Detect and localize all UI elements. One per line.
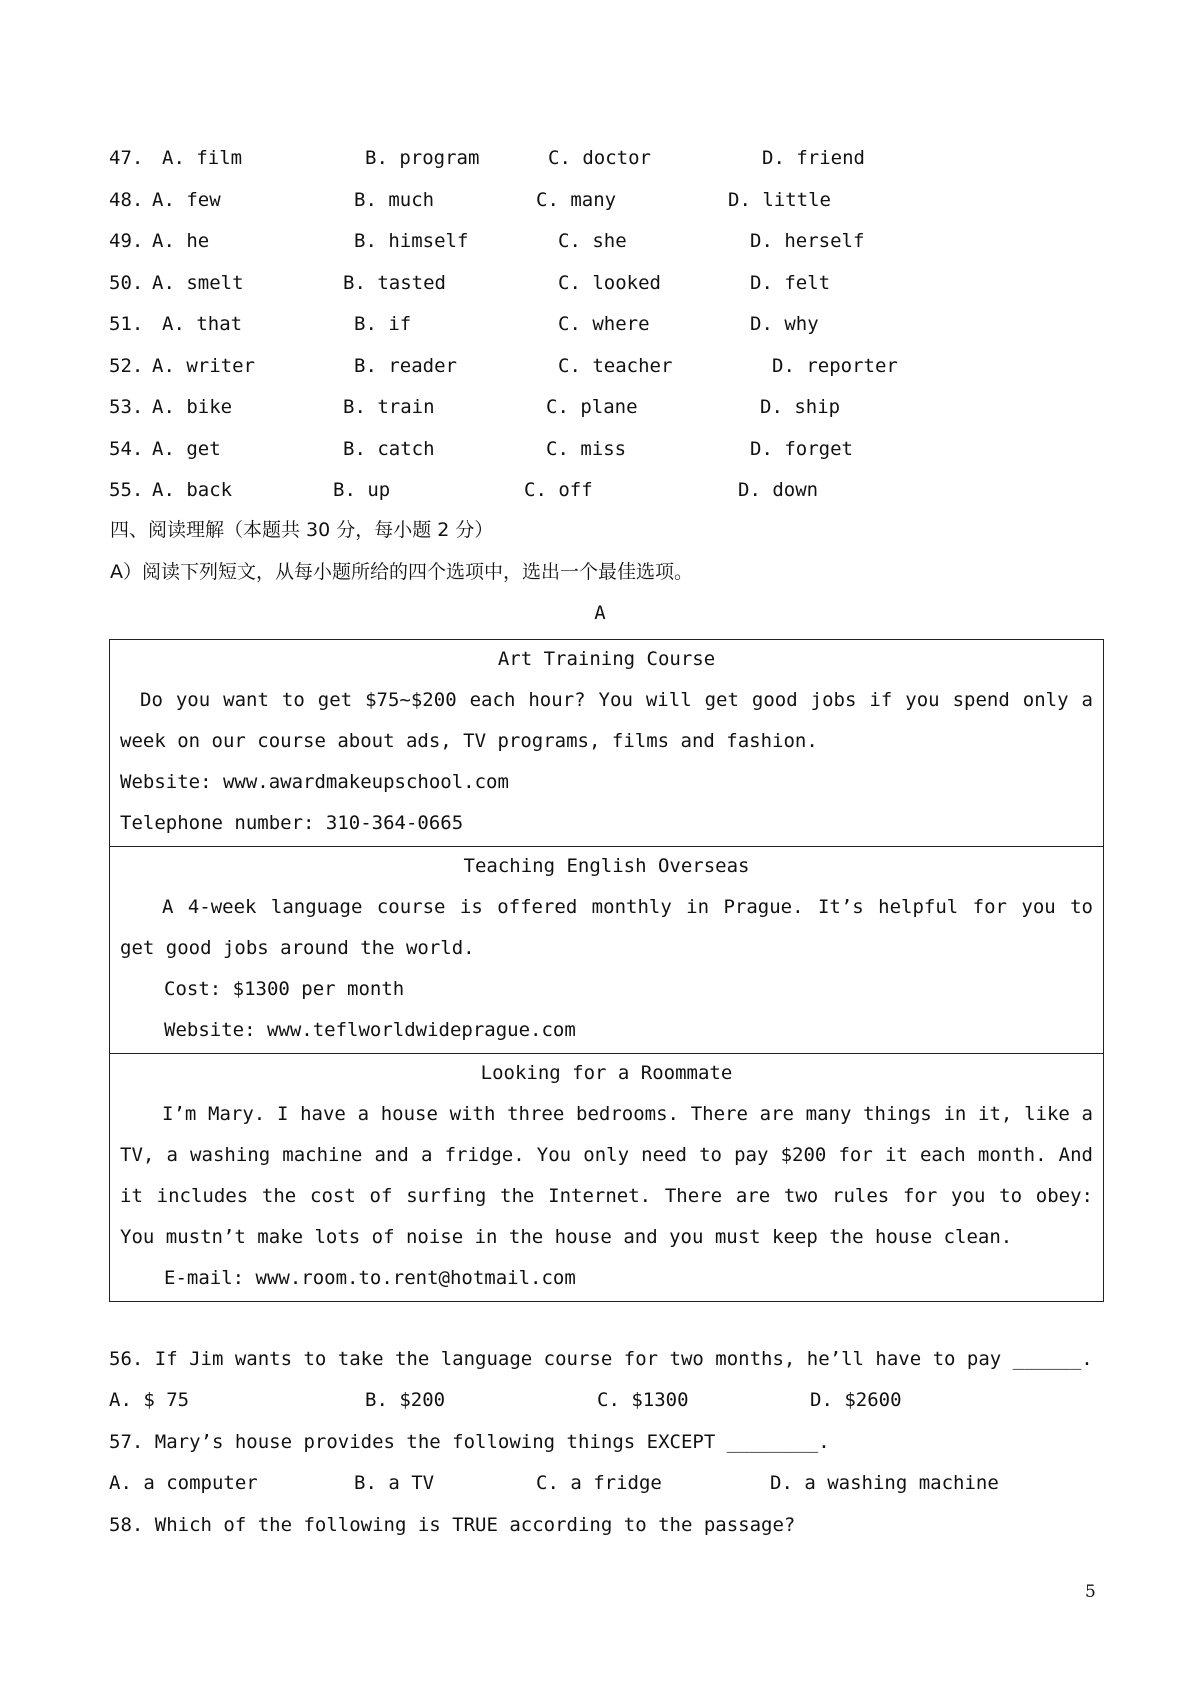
option-c: C. $1300	[597, 1389, 689, 1411]
option-c: C. off	[524, 479, 593, 501]
choice-row-54	[0, 434, 1200, 464]
option-b: B. tasted	[343, 272, 446, 294]
section-heading: 四、阅读理解（本题共 30 分，每小题 2 分）	[110, 519, 494, 541]
options-57	[0, 1468, 1200, 1498]
option-d: D. forget	[750, 438, 853, 460]
question-number: 48.	[109, 189, 144, 211]
option-d: D. a washing machine	[770, 1472, 999, 1494]
option-b: B. $200	[365, 1389, 446, 1411]
option-a: A. he	[152, 230, 210, 252]
ad-title: Teaching English Overseas	[463, 855, 750, 877]
choice-row-53	[0, 392, 1200, 422]
option-d: D. $2600	[810, 1389, 902, 1411]
option-b: B. catch	[343, 438, 435, 460]
option-d: D. felt	[750, 272, 831, 294]
choice-row-50	[0, 268, 1200, 298]
question-stem: 56. If Jim wants to take the language course for two months, he’ll have to pay ______.	[109, 1348, 1093, 1370]
ad-email: E-mail: www.room.to.rent@hotmail.com	[164, 1267, 576, 1289]
option-a: A. smelt	[152, 272, 244, 294]
choice-row-51	[0, 309, 1200, 339]
option-a: A. that	[162, 313, 243, 335]
page-number: 5	[1085, 1582, 1096, 1602]
choice-row-52	[0, 351, 1200, 381]
choice-row-55	[0, 475, 1200, 505]
question-stem: 57. Mary’s house provides the following things EXCEPT ________.	[109, 1431, 830, 1453]
question-number: 52.	[109, 355, 144, 377]
option-a: A. writer	[152, 355, 255, 377]
option-c: C. looked	[558, 272, 661, 294]
ad-body: I’m Mary. I have a house with three bedrooms. There are many things in it, like a TV, a washing machine and a fridge. You only need to pay $200 for it each month. And it includes the cost of surfing the Internet. There are two rules for you to obey: You mustn’t make lots of noise in the house and you must keep the house clean.	[120, 1103, 1093, 1248]
option-d: D. ship	[760, 396, 841, 418]
question-number: 50.	[109, 272, 144, 294]
option-c: C. teacher	[558, 355, 673, 377]
option-b: B. much	[354, 189, 435, 211]
option-b: B. train	[343, 396, 435, 418]
option-a: A. film	[162, 147, 243, 169]
instruction: A）阅读下列短文，从每小题所给的四个选项中，选出一个最佳选项。	[110, 561, 693, 583]
choice-row-49	[0, 226, 1200, 256]
ad-phone: Telephone number: 310-364-0665	[120, 812, 464, 834]
ad-teaching-english	[109, 846, 1104, 1054]
option-b: B. reader	[354, 355, 457, 377]
option-c: C. plane	[546, 396, 638, 418]
option-b: B. himself	[354, 230, 469, 252]
ad-title: Looking for a Roommate	[480, 1062, 733, 1084]
option-a: A. $ 75	[109, 1389, 190, 1411]
ad-website: Website: www.teflworldwideprague.com	[164, 1019, 576, 1041]
option-c: C. where	[558, 313, 650, 335]
option-d: D. little	[728, 189, 831, 211]
question-number: 49.	[109, 230, 144, 252]
option-c: C. many	[536, 189, 617, 211]
passage-label: A	[594, 602, 606, 624]
option-b: B. a TV	[354, 1472, 435, 1494]
question-number: 54.	[109, 438, 144, 460]
option-c: C. miss	[546, 438, 627, 460]
option-a: A. few	[152, 189, 221, 211]
question-58	[0, 1510, 1200, 1540]
option-a: A. get	[152, 438, 221, 460]
choice-row-48	[0, 185, 1200, 215]
options-56	[0, 1385, 1200, 1415]
option-a: A. back	[152, 479, 233, 501]
option-b: B. up	[333, 479, 391, 501]
option-a: A. a computer	[109, 1472, 258, 1494]
question-number: 51.	[109, 313, 144, 335]
option-d: D. down	[738, 479, 819, 501]
question-57	[0, 1427, 1200, 1457]
question-number: 55.	[109, 479, 144, 501]
ad-website: Website: www.awardmakeupschool.com	[120, 771, 509, 793]
option-d: D. herself	[750, 230, 865, 252]
option-a: A. bike	[152, 396, 233, 418]
question-number: 53.	[109, 396, 144, 418]
option-c: C. doctor	[548, 147, 651, 169]
question-stem: 58. Which of the following is TRUE according to the passage?	[109, 1514, 796, 1536]
ad-body: Do you want to get $75~$200 each hour? You will get good jobs if you spend only a week on our course about ads, TV programs, films and fashion.	[120, 689, 1093, 752]
option-d: D. reporter	[772, 355, 898, 377]
ad-roommate	[109, 1053, 1104, 1302]
option-b: B. program	[365, 147, 480, 169]
ad-title: Art Training Course	[497, 648, 716, 670]
option-c: C. she	[558, 230, 627, 252]
choice-row-47	[0, 143, 1200, 173]
option-c: C. a fridge	[536, 1472, 662, 1494]
question-number: 47.	[109, 147, 144, 169]
ad-cost: Cost: $1300 per month	[164, 978, 405, 1000]
option-d: D. why	[750, 313, 819, 335]
option-b: B. if	[354, 313, 412, 335]
question-56	[0, 1344, 1200, 1374]
option-d: D. friend	[762, 147, 865, 169]
ad-body: A 4-week language course is offered monthly in Prague. It’s helpful for you to get good jobs around the world.	[120, 896, 1093, 959]
ad-art-training	[109, 639, 1104, 847]
